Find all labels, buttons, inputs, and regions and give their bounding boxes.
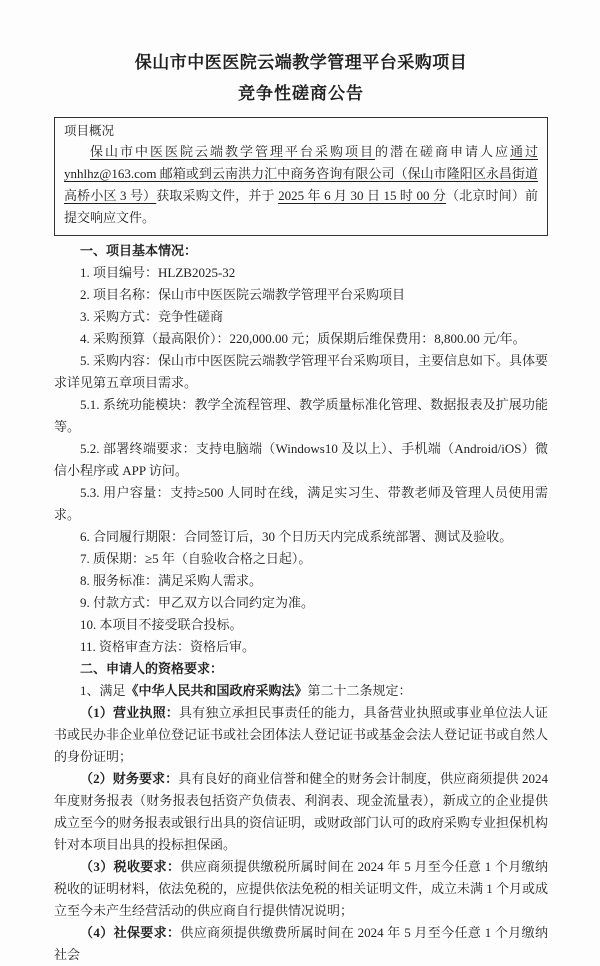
basic-info-item-system-modules: 5.1. 系统功能模块：教学全流程管理、教学质量标准化管理、数据报表及扩展功能等。 — [54, 397, 548, 434]
qualification-item-text: 具有独立承担民事责任的能力，具备营业执照或事业单位法人证书或民办非企业单位登记证书或社会团体法人登记证书或基金会法人登记证书或自然人的身份证明； — [54, 705, 549, 764]
basic-info-item-terminal-requirements: 5.2. 部署终端要求：支持电脑端（Windows10 及以上）、手机端（Android/iOS）微信小程序或 APP 访问。 — [54, 441, 548, 478]
qualification-item-text: 具有良好的商业信誉和健全的财务会计制度，供应商须提供 2024 年度财务报表（财务报表包括资产负债表、利润表、现金流量表），新成立的企业提供成立至今的财务报表或银行出具的资信证明，或财政部门认可的政府采购专业担保机构针对本项目出具的投标担保函。 — [54, 771, 549, 852]
document-subtitle: 竞争性磋商公告 — [238, 84, 364, 103]
qualification-intro-post: 第二十二条规定： — [307, 683, 412, 698]
qualification-item-label: （2）财务要求： — [80, 771, 179, 786]
qualification-item-tax — [54, 856, 548, 922]
basic-info-item-project-name: 2. 项目名称：保山市中医医院云端教学管理平台采购项目 — [80, 287, 406, 302]
project-overview-box — [54, 117, 548, 236]
qualification-item-text: 供应商须提供缴税所属时间在 2024 年 5 月至今任意 1 个月缴纳税收的证明材料，依法免税的，应提供依法免税的相关证明文件，成立未满 1 个月或成立至今未产生经营活动的供应商自行提供情况说明； — [54, 859, 549, 918]
qualification-item-label: （1）营业执照： — [80, 705, 179, 720]
overview-text-2: 获取采购文件，并于 — [156, 188, 279, 203]
overview-heading: 项目概况 — [64, 124, 115, 138]
basic-info-item-no-joint-bid: 10. 本项目不接受联合投标。 — [80, 617, 243, 632]
qualification-item-label: （3）税收要求： — [80, 859, 181, 874]
basic-info-item-payment: 9. 付款方式：甲乙双方以合同约定为准。 — [80, 595, 315, 610]
overview-text-1: 的潜在磋商申请人应 — [374, 144, 510, 159]
section-basic-info-heading: 一、项目基本情况： — [80, 243, 198, 258]
document-body — [54, 240, 548, 966]
qualification-item-social-security — [54, 922, 548, 966]
basic-info-item-user-capacity: 5.3. 用户容量：支持≥500 人同时在线，满足实习生、带教老师及管理人员使用需求。 — [54, 485, 548, 522]
document-title: 保山市中医医院云端教学管理平台采购项目 — [134, 53, 468, 72]
basic-info-item-contract-period: 6. 合同履行期限：合同签订后，30 个日历天内完成系统部署、测试及验收。 — [80, 529, 513, 544]
basic-info-item-content: 5. 采购内容：保山市中医医院云端教学管理平台采购项目，主要信息如下。具体要求详见第五章项目需求。 — [54, 353, 549, 390]
basic-info-item-procurement-method: 3. 采购方式：竞争性磋商 — [80, 309, 224, 324]
basic-info-item-service-standard: 8. 服务标准：满足采购人需求。 — [80, 573, 263, 588]
basic-info-item-project-number: 1. 项目编号：HLZB2025-32 — [80, 265, 236, 280]
section-qualification-heading: 二、申请人的资格要求： — [80, 661, 224, 676]
qualification-item-financial — [54, 768, 548, 856]
basic-info-item-budget: 4. 采购预算（最高限价）：220,000.00 元；质保期后维保费用：8,800.00 元/年。 — [80, 331, 526, 346]
qualification-intro — [54, 680, 548, 702]
project-name-underlined: 保山市中医医院云端教学管理平台采购项目 — [90, 144, 375, 159]
submission-deadline-underlined: 2025 年 6 月 30 日 15 时 00 分 — [278, 188, 447, 203]
basic-info-item-warranty: 7. 质保期：≥5 年（自验收合格之日起）。 — [80, 551, 312, 566]
qualification-item-text: 供应商须提供缴费所属时间在 2024 年 5 月至今任意 1 个月缴纳社会 — [54, 925, 548, 962]
overview-text-3: （北京时间）前提交响应文件。 — [64, 188, 538, 225]
overview-paragraph — [64, 141, 538, 229]
law-title: 《中华人民共和国政府采购法》 — [125, 683, 308, 698]
basic-info-item-qualification-review: 11. 资格审查方法：资格后审。 — [80, 639, 256, 654]
contact-email-address-underlined: 通过 ynhlhz@163.com 邮箱或到云南洪力汇中商务咨询有限公司（保山市隆阳区永昌街道高桥小区 3 号） — [64, 144, 538, 203]
qualification-item-business-license — [54, 702, 548, 768]
qualification-intro-pre: 1、满足 — [80, 683, 126, 698]
qualification-item-label: （4）社保要求： — [80, 925, 181, 940]
